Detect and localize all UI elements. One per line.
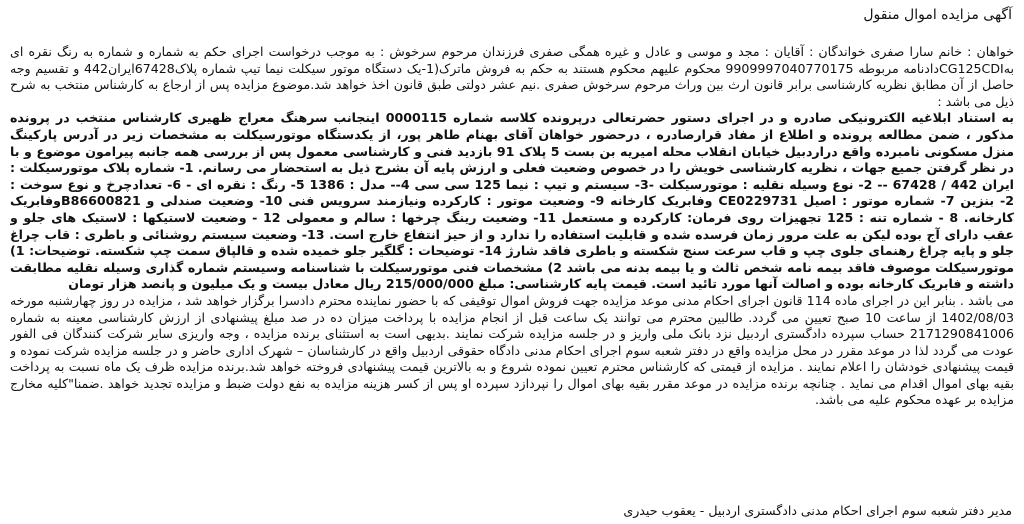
notice-title: آگهی مزایده اموال منقول [863, 7, 1012, 23]
notice-signature: مدیر دفتر شعبه سوم اجرای احکام مدنی دادگستری اردبیل - یعقوب حیدری [623, 503, 1012, 518]
notice-paragraph-parties: خواهان : خانم سارا صفری خواندگان : آقایان : مجد و موسی و عادل و غیره همگی صفری فرزندان مرحوم سرخوش : به موجب درخواست اجرای حکم به شماره و شماره به رنگ نقره ای بهCG125CDIدادنامه مربوطه 9909997040770175 محکوم علیهم محکوم هستند به حکم به فروش ماترک(1-یک دستگاه موتور سیکلت نیما تیپ شماره پلاک67428ایران442 و تقسیم وجه حاصل از آن مطابق نظریه کارشناسی برابر قانون ارث بین وراث مرحوم سرخوش صفری .نیم عشر دولتی طبق قانون اخذ خواهد شد.موضوع مزایده پس از ارجاع به کارشناس منتخب به شرح ذیل می باشد : [10, 44, 1014, 109]
notice-paragraph-expert-report: به استناد ابلاغیه الکترونیکی صادره و در اجرای دستور حضرتعالی درپرونده کلاسه شماره 0000115 اینجانب سرهنگ معراج ظهیری کارشناس منتخب در پرونده مذکور ، ضمن مطالعه پرونده و اطلاع از مفاد قرارصادره ، درحضور خواهان آقای بهنام طاهر پور، از یکدستگاه موتورسیکلت به مشخصات زیر در آدرس پارکینگ منزل مسکونی نامبرده واقع دراردبیل خیابان انقلاب محله امیریه بن بست 5 پلاک 91 بازدید فنی و کارشناسی معمول پس از بررسی همه جانبه پیرامون موضوع و با در نظر گرفتن جمیع جهات ، نظریه کارشناسی خویش را در خصوص وضعیت فعلی و ارزش پایه آن بشرح ذیل به استحضار می رسانم. 1- شماره پلاک موتورسیکلت : ایران 442 / 67428 -- 2- نوع وسیله نقلیه : موتورسیکلت -3- سیستم و تیپ : نیما 125 سی سی 4-- مدل : 1386 5- رنگ : نقره ای - 6- تعدادچرخ و نوع سوخت : 2- بنزین 7- شماره موتور : اصیل CE0229731 وفابریک کارخانه 9- وضعیت موتور : کارکرده ونیازمند سرویس فنی 10- وضعیت صندلی و B86600821وفابریک کارخانه. 8 - شماره تنه : 125 تجهیزات روی فرمان: کارکرده و مستعمل 11- وضعیت رینگ چرخها : سالم و معمولی 12 - وضعیت لاستیکها : لاستیک های جلو و عقب دارای آج بوده لیکن به علت مرور زمان فرسده شده و قابلیت استفاده را ندارد و از حیز انتفاع خارج است. 13- وضعیت سیستم روشنائی و باطری : قاب چراغ جلو و پایه چراغ رهنمای جلوی چپ و قاب سرعت سنج شکسته و باطری فاقد شارژ 14- توضیحات : گلگیر جلو خمیده شده و قالپاق سمت چپ شکسته. توضیحات: 1) موتورسیکلت موصوف فاقد بیمه نامه شخص ثالث و یا بیمه بدنه می باشد 2) مشخصات فنی موتورسیکلت با شناسنامه وسیستم شماره گذاری وسیله نقلیه مطابقت داشته و فابریک کارخانه بوده و اصالت آنها مورد تائید است. قیمت پایه کارشناسی: مبلغ 215/000/000 ریال معادل بیست و یک میلیون و پانصد هزار تومان [10, 110, 1014, 292]
notice-paragraph-auction-terms: می باشد . بنابر این در اجرای ماده 114 قانون اجرای احکام مدنی موعد مزایده جهت فروش اموال توقیفی که با حضور نماینده محترم دادسرا برگزار خواهد شد ، مزایده در روز چهارشنبه مورخه 1402/08/03 از ساعت 10 صبح تعیین می گردد. طالبین محترم می توانند یک ساعت قبل از انجام مزایده با پرداخت میزان ده در صد مبلغ پیشنهادی از ارزش کارشناسی معینه به شماره 2171290841006 حساب سپرده دادگستری اردبیل نزد بانک ملی واریز و در جلسه مزایده شرکت نمایند .بدیهی است به استثنای برنده مزایده ، وجه واریزی سایر شرکت کنندگان فی الفور عودت می گردد لذا در موعد مقرر در محل مزایده واقع در دفتر شعبه سوم اجرای احکام مدنی دادگاه حقوقی اردبیل واقع در کارشناسان – شهرک اداری حاضر و در جلسه مزایده شرکت نموده و قیمت پیشنهادی خودشان را اعلام نمایند . مزایده از قیمتی که کارشناس محترم تعیین نموده شروع و به بالاترین قیمت پیشنهادی فروخته خواهد شد.برنده مزایده ظرف یک ماه نسبت به پرداخت بقیه بهای اموال اقدام می نماید . چنانچه برنده مزایده در موعد مقرر بقیه بهای اموال را نپردازد سپرده او پس از کسر هزینه مزایده به نفع دولت ضبط و مزایده تجدید خواهد .ضمنا"کلیه مخارج مزایده بر عهده محکوم علیه می باشد. [10, 292, 1014, 408]
notice-body [10, 44, 1014, 492]
